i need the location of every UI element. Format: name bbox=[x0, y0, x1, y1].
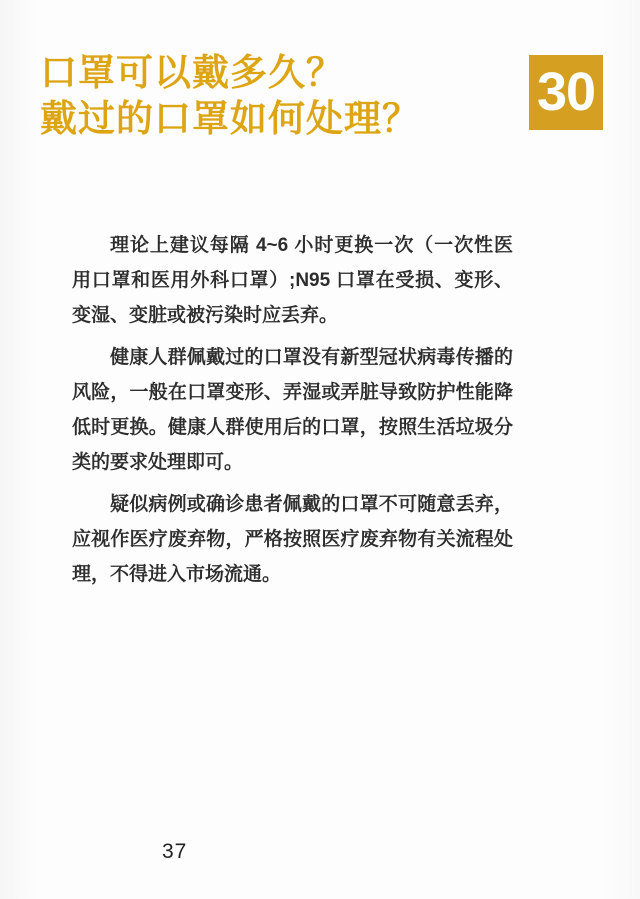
page-title-line-1: 口罩可以戴多久？ bbox=[40, 52, 344, 93]
page-number: 37 bbox=[162, 840, 188, 863]
page-title-line-2: 戴过的口罩如何处理？ bbox=[40, 98, 420, 139]
paragraph-mask-duration: 理论上建议每隔 4~6 小时更换一次（一次性医用口罩和医用外科口罩）;N95 口罩在受损、变形、变湿、变脏或被污染时应丢弃。 bbox=[72, 235, 513, 326]
section-number-badge: 30 bbox=[529, 55, 603, 130]
paragraph-suspected-cases-disposal: 疑似病例或确诊患者佩戴的口罩不可随意丢弃，应视作医疗废弃物，严格按照医疗废弃物有关流程处理，不得进入市场流通。 bbox=[72, 494, 513, 585]
paragraph-healthy-people-disposal: 健康人群佩戴过的口罩没有新型冠状病毒传播的风险，一般在口罩变形、弄湿或弄脏导致防护性能降低时更换。健康人群使用后的口罩，按照生活垃圾分类的要求处理即可。 bbox=[72, 347, 513, 473]
page-title bbox=[40, 50, 500, 142]
body-text-block bbox=[72, 228, 513, 599]
